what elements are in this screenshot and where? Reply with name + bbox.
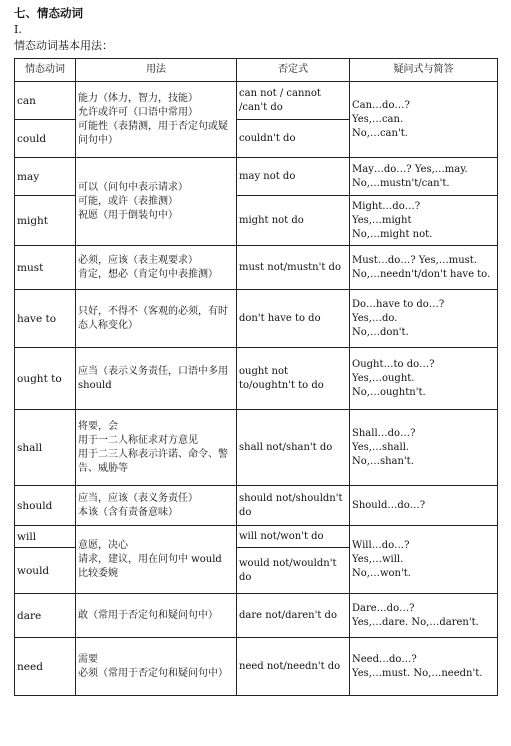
negative-cell: don't have to do xyxy=(237,290,350,348)
question-line: Should…do…? xyxy=(352,499,426,511)
negative-cell: must not/mustn't do xyxy=(237,246,350,290)
modal-cell: ought to xyxy=(15,348,76,410)
usage-cell xyxy=(76,290,237,348)
modal-cell: must xyxy=(15,246,76,290)
question-cell xyxy=(350,290,498,348)
modal-verbs-table xyxy=(14,58,498,696)
usage-cell xyxy=(76,486,237,526)
table-row xyxy=(15,526,498,548)
question-line: Yes,…can. xyxy=(352,113,404,125)
usage-line: 必须（常用于否定句和疑问句中） xyxy=(78,667,228,679)
negative-cell: dare not/daren't do xyxy=(237,594,350,638)
modal-cell: would xyxy=(15,548,76,594)
question-line: Will…do…? xyxy=(352,539,410,551)
usage-cell xyxy=(76,82,237,158)
table-row xyxy=(15,82,498,120)
usage-cell xyxy=(76,526,237,594)
question-cell xyxy=(350,594,498,638)
usage-cell xyxy=(76,594,237,638)
question-line: No,…needn't/don't have to. xyxy=(352,268,491,280)
question-cell xyxy=(350,410,498,486)
table-row xyxy=(15,594,498,638)
question-line: Yes,…shall. xyxy=(352,441,410,453)
question-line: Need…do…? xyxy=(352,653,417,665)
question-line: Must…do…? Yes,…must. xyxy=(352,254,478,266)
usage-line: 能力（体力，智力，技能） xyxy=(78,92,198,104)
col-header-usage: 用法 xyxy=(76,59,237,82)
question-line: No,…oughtn't. xyxy=(352,386,426,398)
negative-cell: will not/won't do xyxy=(237,526,350,548)
negative-cell: shall not/shan't do xyxy=(237,410,350,486)
col-header-question: 疑问式与简答 xyxy=(350,59,498,82)
table-row xyxy=(15,290,498,348)
negative-cell: couldn't do xyxy=(237,120,350,158)
question-line: Yes,…must. No,…needn't. xyxy=(352,667,483,679)
modal-cell: have to xyxy=(15,290,76,348)
negative-cell: ought not to/oughtn't to do xyxy=(237,348,350,410)
question-cell xyxy=(350,246,498,290)
usage-line: 肯定，想必（肯定句中表推测） xyxy=(78,268,218,280)
usage-line: 祝愿（用于倒装句中） xyxy=(78,209,178,221)
usage-line: 可能性（表猜测，用于否定句或疑问句中） xyxy=(78,120,228,146)
negative-cell: should not/shouldn't do xyxy=(237,486,350,526)
usage-line: 本该（含有责备意味） xyxy=(78,506,178,518)
question-line: No,…don't. xyxy=(352,326,409,338)
question-line: Can…do…? xyxy=(352,99,410,111)
question-line: Yes,…dare. No,…daren't. xyxy=(352,616,479,628)
usage-line: 可能，或许（表推测） xyxy=(78,195,178,207)
question-line: No,…can't. xyxy=(352,127,408,139)
modal-cell: can xyxy=(15,82,76,120)
table-row xyxy=(15,158,498,196)
table-row xyxy=(15,638,498,696)
modal-cell: might xyxy=(15,196,76,246)
modal-cell: shall xyxy=(15,410,76,486)
usage-line: 应当，应该（表义务责任） xyxy=(78,492,198,504)
question-line: May…do…? Yes,…may. xyxy=(352,163,468,175)
usage-line: 只好，不得不（客观的必须，有时态人称变化） xyxy=(78,305,228,331)
question-cell xyxy=(350,82,498,158)
modal-cell: need xyxy=(15,638,76,696)
usage-line: 必须，应该（表主观要求） xyxy=(78,254,198,266)
usage-cell xyxy=(76,410,237,486)
question-line: Yes,…ought. xyxy=(352,372,415,384)
table-row xyxy=(15,410,498,486)
question-cell xyxy=(350,348,498,410)
table-row xyxy=(15,348,498,410)
usage-line: 敢（常用于否定句和疑问句中） xyxy=(78,609,218,621)
question-line: No,…shan't. xyxy=(352,455,414,467)
modal-cell: dare xyxy=(15,594,76,638)
usage-line: 可以（问句中表示请求） xyxy=(78,181,188,193)
usage-line: 将要，会 xyxy=(78,420,118,432)
usage-line: 意愿，决心 xyxy=(78,539,128,551)
usage-cell xyxy=(76,158,237,246)
table-header-row xyxy=(15,59,498,82)
usage-line: 应当（表示义务责任，口语中多用 should xyxy=(78,365,228,391)
usage-line: 允许或许可（口语中常用） xyxy=(78,106,198,118)
question-line: Yes,…do. xyxy=(352,312,398,324)
intro-text: 情态动词基本用法： xyxy=(14,39,113,52)
usage-line: 用于二三人称表示许诺、命令、警告、威胁等 xyxy=(78,448,228,474)
modal-cell: could xyxy=(15,120,76,158)
question-line: Ought…to do…? xyxy=(352,358,435,370)
usage-line: 需要 xyxy=(78,653,98,665)
col-header-modal: 情态动词 xyxy=(15,59,76,82)
question-line: Might…do…? xyxy=(352,200,421,212)
negative-cell: might not do xyxy=(237,196,350,246)
usage-line: 用于一二人称征求对方意见 xyxy=(78,434,198,446)
usage-cell xyxy=(76,638,237,696)
question-cell xyxy=(350,638,498,696)
col-header-negative: 否定式 xyxy=(237,59,350,82)
section-heading: 七、情态动词 xyxy=(14,6,83,20)
table-row xyxy=(15,246,498,290)
usage-cell xyxy=(76,246,237,290)
negative-cell: would not/wouldn't do xyxy=(237,548,350,594)
modal-cell: should xyxy=(15,486,76,526)
question-line: Shall…do…? xyxy=(352,427,416,439)
question-line: No,…mustn't/can't. xyxy=(352,177,450,189)
question-line: Yes,…will. xyxy=(352,553,404,565)
usage-cell xyxy=(76,348,237,410)
modal-cell: will xyxy=(15,526,76,548)
question-cell xyxy=(350,196,498,246)
table-row xyxy=(15,486,498,526)
question-cell xyxy=(350,526,498,594)
modal-cell: may xyxy=(15,158,76,196)
negative-cell: need not/needn't do xyxy=(237,638,350,696)
question-line: No,…might not. xyxy=(352,228,433,240)
question-line: Dare…do…? xyxy=(352,602,415,614)
question-line: Yes,…might xyxy=(352,214,412,226)
question-line: No,…won't. xyxy=(352,567,411,579)
usage-line: 请求，建议，用在问句中 would 比较委婉 xyxy=(78,553,222,579)
question-line: Do…have to do…? xyxy=(352,298,445,310)
question-cell xyxy=(350,486,498,526)
negative-cell: may not do xyxy=(237,158,350,196)
question-cell xyxy=(350,158,498,196)
subsection-number: I. xyxy=(14,23,22,36)
negative-cell: can not / cannot /can't do xyxy=(237,82,350,120)
